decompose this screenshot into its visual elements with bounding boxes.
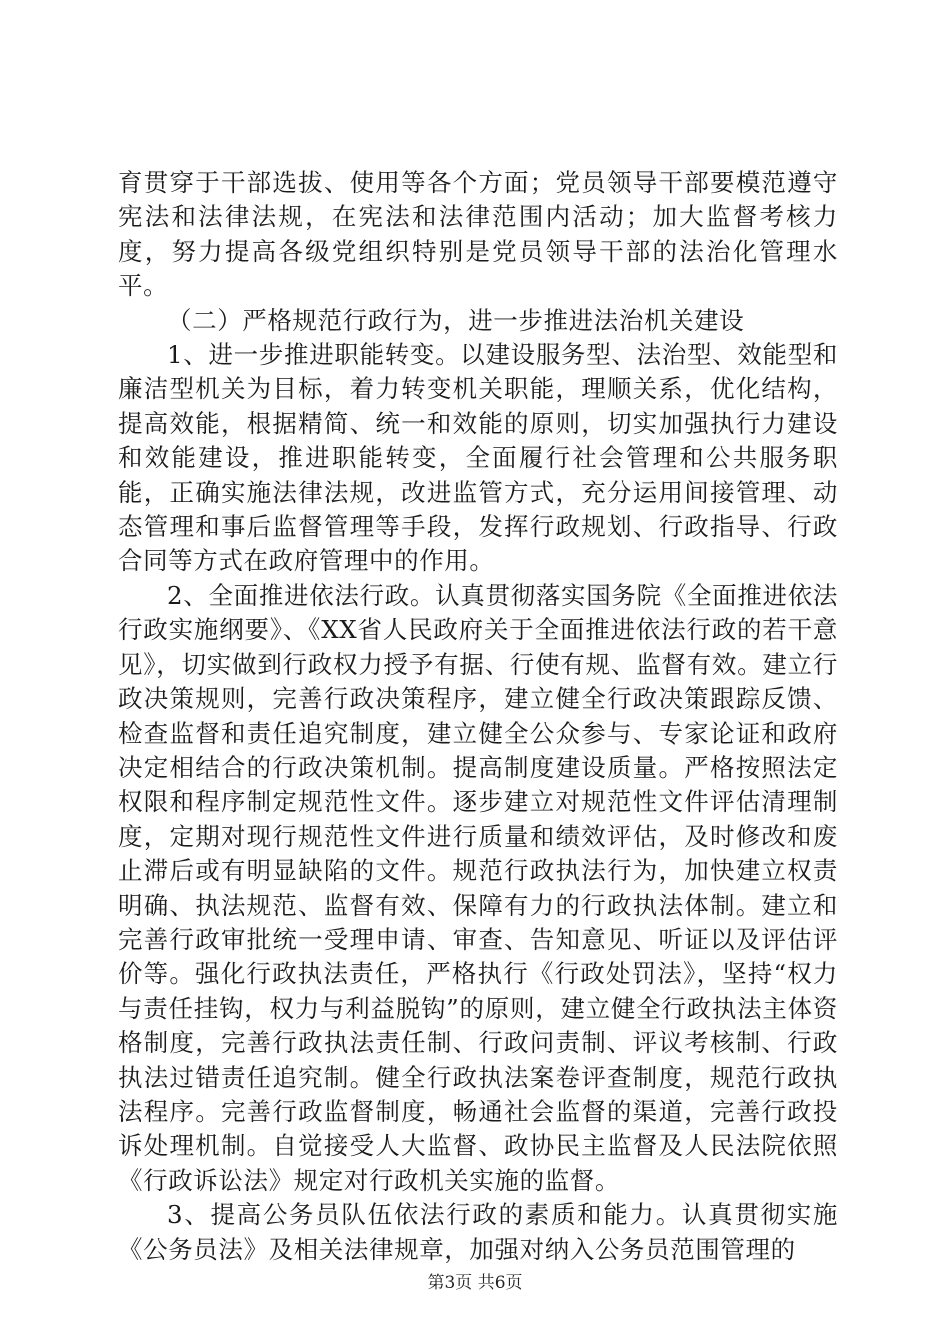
paragraph-function-transformation: 1、进一步推进职能转变。以建设服务型、法治型、效能型和廉洁型机关为目标，着力转变机关职能，理顺关系，优化结构，提高效能，根据精简、统一和效能的原则，切实加强执行力建设和效能建设，推进职能转变，全面履行社会管理和公共服务职能，正确实施法律法规，改进监管方式，充分运用间接管理、动态管理和事后监督管理等手段，发挥行政规划、行政指导、行政合同等方式在政府管理中的作用。 bbox=[118, 340, 838, 576]
page-number-footer: 第3页 共6页 bbox=[427, 1273, 523, 1293]
paragraph-civil-servant-quality: 3、提高公务员队伍依法行政的素质和能力。认真贯彻实施《公务员法》及相关法律规章，加强对纳入公务员范围管理的 bbox=[118, 1200, 838, 1264]
document-body bbox=[118, 166, 838, 1267]
section-heading: （二）严格规范行政行为，进一步推进法治机关建设 bbox=[167, 305, 745, 335]
paragraph-continuation: 育贯穿于干部选拔、使用等各个方面；党员领导干部要模范遵守宪法和法律法规，在宪法和法律范围内活动；加大监督考核力度，努力提高各级党组织特别是党员领导干部的法治化管理水平。 bbox=[118, 168, 838, 301]
paragraph-administration-by-law: 2、全面推进依法行政。认真贯彻落实国务院《全面推进依法行政实施纲要》、《XX省人民政府关于全面推进依法行政的若干意见》，切实做到行政权力授予有据、行使有规、监督有效。建立行政决策规则，完善行政决策程序，建立健全行政决策跟踪反馈、检查监督和责任追究制度，建立健全公众参与、专家论证和政府决定相结合的行政决策机制。提高制度建设质量。严格按照法定权限和程序制定规范性文件。逐步建立对规范性文件评估清理制度，定期对现行规范性文件进行质量和绩效评估，及时修改和废止滞后或有明显缺陷的文件。规范行政执法行为，加快建立权责明确、执法规范、监督有效、保障有力的行政执法体制。建立和完善行政审批统一受理申请、审查、告知意见、听证以及评估评价等。强化行政执法责任，严格执行《行政处罚法》，坚持“权力与责任挂钩，权力与利益脱钩”的原则，建立健全行政执法主体资格制度，完善行政执法责任制、行政问责制、评议考核制、行政执法过错责任追究制。健全行政执法案卷评查制度，规范行政执法程序。完善行政监督制度，畅通社会监督的渠道，完善行政投诉处理机制。自觉接受人大监督、政协民主监督及人民法院依照《行政诉讼法》规定对行政机关实施的监督。 bbox=[118, 580, 838, 1195]
